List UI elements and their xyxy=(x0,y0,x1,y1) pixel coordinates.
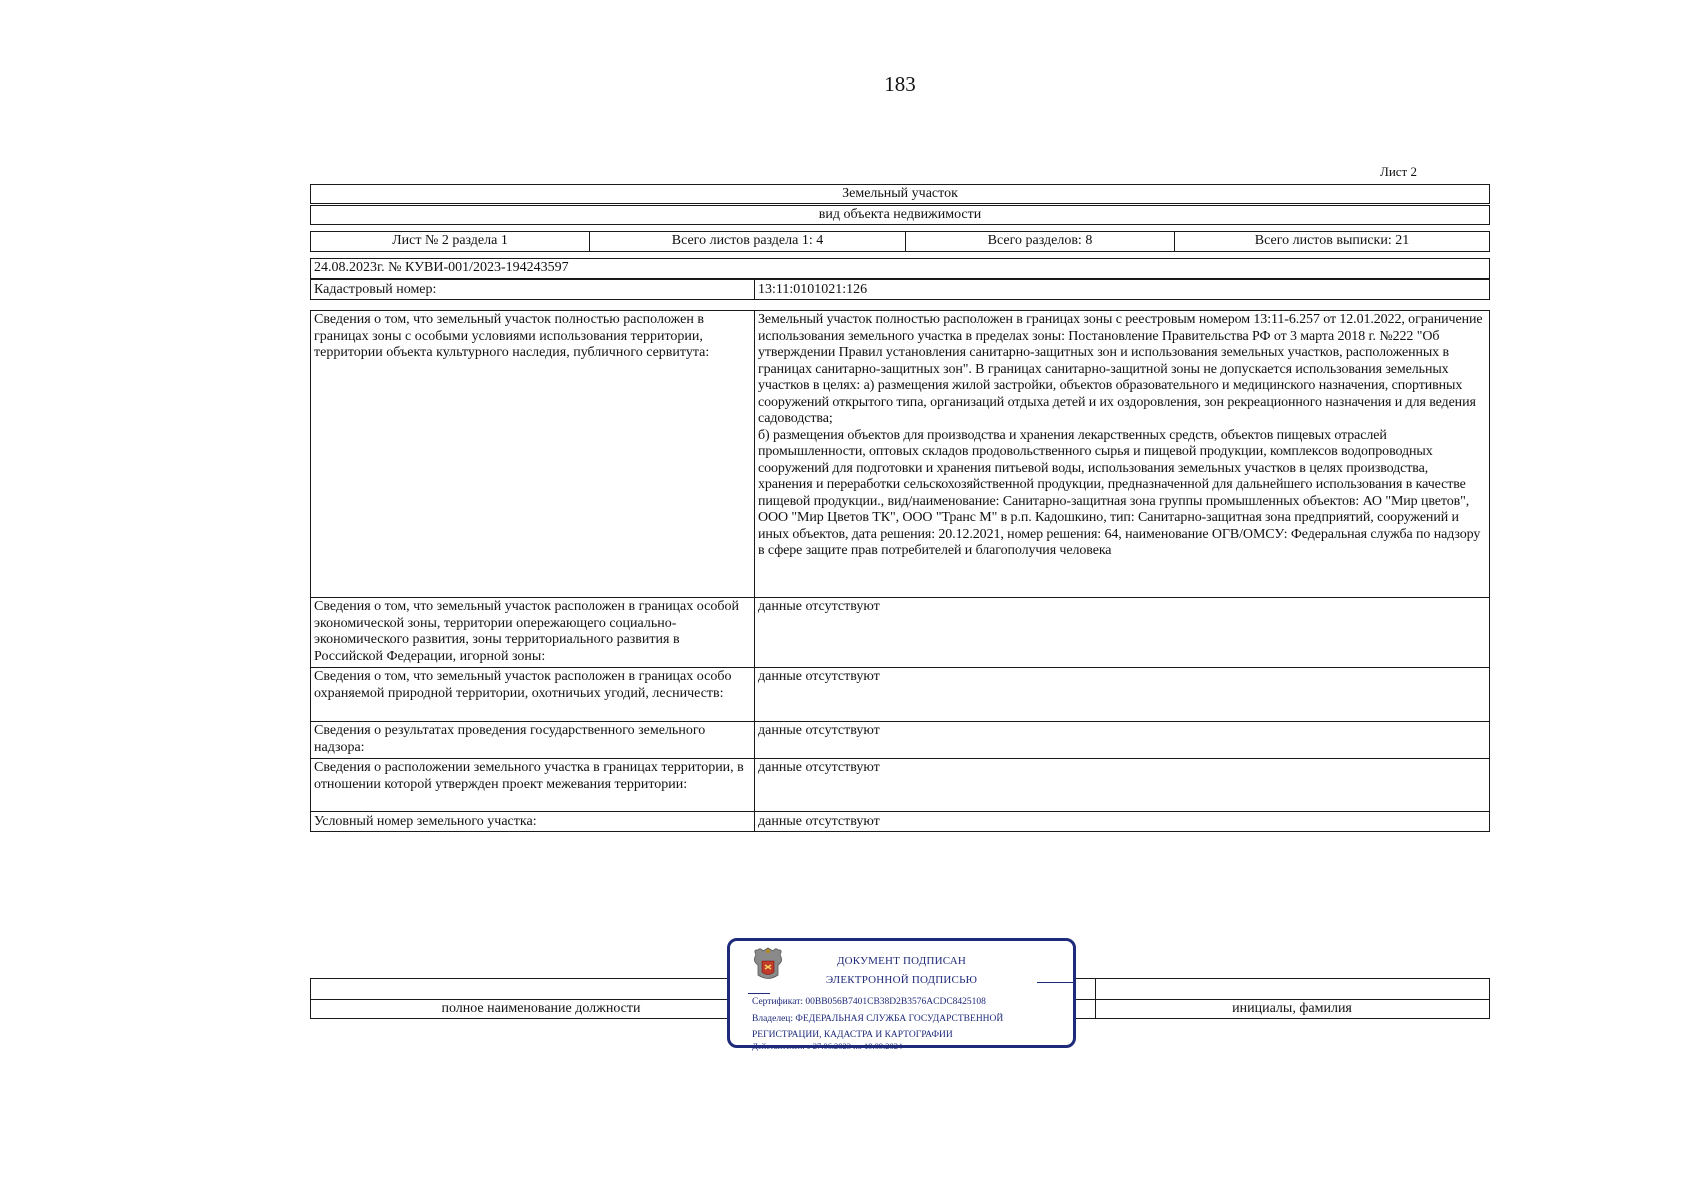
position-label: полное наименование должности xyxy=(441,1001,641,1016)
protected-area-row xyxy=(310,667,1490,722)
land-survey-row xyxy=(310,758,1490,812)
stamp-line-1: ДОКУМЕНТ ПОДПИСАН xyxy=(836,955,967,967)
cadastral-row xyxy=(310,279,1490,300)
stamp-certificate: Сертификат: 00BB056B7401CB38D2B3576ACDC8425108 xyxy=(752,997,986,1007)
land-supervision-label: Сведения о результатах проведения государственного земельного надзора: xyxy=(311,722,755,758)
land-survey-value: данные отсутствуют xyxy=(758,760,880,775)
economic-zone-value: данные отсутствуют xyxy=(758,599,880,614)
stamp-owner-continued: РЕГИСТРАЦИИ, КАДАСТРА И КАРТОГРАФИИ xyxy=(752,1030,953,1040)
electronic-signature-stamp xyxy=(727,938,1076,1051)
sheet-info-section: Лист № 2 раздела 1 xyxy=(311,232,590,251)
sheet-info-row xyxy=(310,231,1490,252)
land-survey-label: Сведения о расположении земельного участка в границах территории, в отношении которой утвержден проект межевания территории: xyxy=(311,759,755,811)
stamp-line-2: ЭЛЕКТРОННОЙ ПОДПИСЬЮ xyxy=(825,974,978,986)
sheet-info-section-total: Всего листов раздела 1: 4 xyxy=(590,232,906,251)
zone-restrictions-row xyxy=(310,310,1490,598)
name-label: инициалы, фамилия xyxy=(1232,1001,1352,1016)
object-type: вид объекта недвижимости xyxy=(310,205,1490,225)
stamp-owner: Владелец: ФЕДЕРАЛЬНАЯ СЛУЖБА ГОСУДАРСТВЕННОЙ xyxy=(752,1014,1004,1024)
sheet-info-total: Всего листов выписки: 21 xyxy=(1254,233,1410,248)
object-title: Земельный участок xyxy=(310,184,1490,204)
cadastral-value: 13:11:0101021:126 xyxy=(758,282,868,297)
sheet-info-sections: Всего разделов: 8 xyxy=(906,232,1175,251)
economic-zone-row xyxy=(310,597,1490,668)
conditional-number-value: данные отсутствуют xyxy=(758,814,880,829)
protected-area-value: данные отсутствуют xyxy=(758,669,880,684)
page-number: 183 xyxy=(884,72,916,96)
cadastral-label: Кадастровый номер: xyxy=(311,280,755,299)
zone-restrictions-label: Сведения о том, что земельный участок полностью расположен в границах зоны с особыми условиями использования территории, территории объекта культурного наследия, публичного сервитута: xyxy=(311,311,755,597)
land-supervision-row xyxy=(310,721,1490,759)
zone-restrictions-value: Земельный участок полностью расположен в границах зоны с реестровым номером 13:11-6.257 от 12.01.2022, ограничение использования земельного участка в пределах зоны: Постановление Правительства РФ от 3 марта 2018 г. №222 "Об утверждении Правил установления санитарно-защитных зон и использования земельных участков, расположенных в границах санитарно-защитных зон". В границах санитарно-защитной зоны не допускается использования земельных участков в целях: а) размещения жилой застройки, объектов образовательного и медицинского назначения, спортивных сооружений открытого типа, организаций отдыха детей и их оздоровления, зон рекреационного назначения и для ведения садоводства; б) размещения объектов для производства и хранения лекарственных средств, объектов пищевых отраслей промышленности, оптовых складов продовольственного сырья и пищевой продукции, комплексов водопроводных сооружений для подготовки и хранения питьевой воды, использования земельных участков в целях производства, хранения и переработки сельскохозяйственной продукции, предназначенной для дальнейшего использования в качестве пищевой продукции., вид/наименование: Санитарно-защитная зона группы промышленных объектов: АО "Мир цветов", ООО "Мир Цветов ТК", ООО "Транс М" в р.п. Кадошкино, тип: Санитарно-защитная зона предприятий, сооружений и иных объектов, дата решения: 20.12.2021, номер решения: 64, наименование ОГВ/ОМСУ: Федеральная служба по надзору в сфере защите прав потребителей и благополучия человека xyxy=(758,312,1483,558)
conditional-number-label: Условный номер земельного участка: xyxy=(311,812,755,831)
stamp-validity: Действителен: с 27.06.2023 по 19.09.2024 xyxy=(752,1041,903,1051)
protected-area-label: Сведения о том, что земельный участок расположен в границах особо охраняемой природной территории, охотничьих угодий, лесничеств: xyxy=(311,668,755,721)
sheet-label: Лист 2 xyxy=(1380,164,1417,179)
land-supervision-value: данные отсутствуют xyxy=(758,723,880,738)
conditional-number-row xyxy=(310,811,1490,832)
economic-zone-label: Сведения о том, что земельный участок расположен в границах особой экономической зоны, территории опережающего социально-экономического развития, зоны территориального развития в Российской Федерации, игорной зоны: xyxy=(311,598,755,667)
extract-date-number: 24.08.2023г. № КУВИ-001/2023-194243597 xyxy=(310,258,1490,279)
